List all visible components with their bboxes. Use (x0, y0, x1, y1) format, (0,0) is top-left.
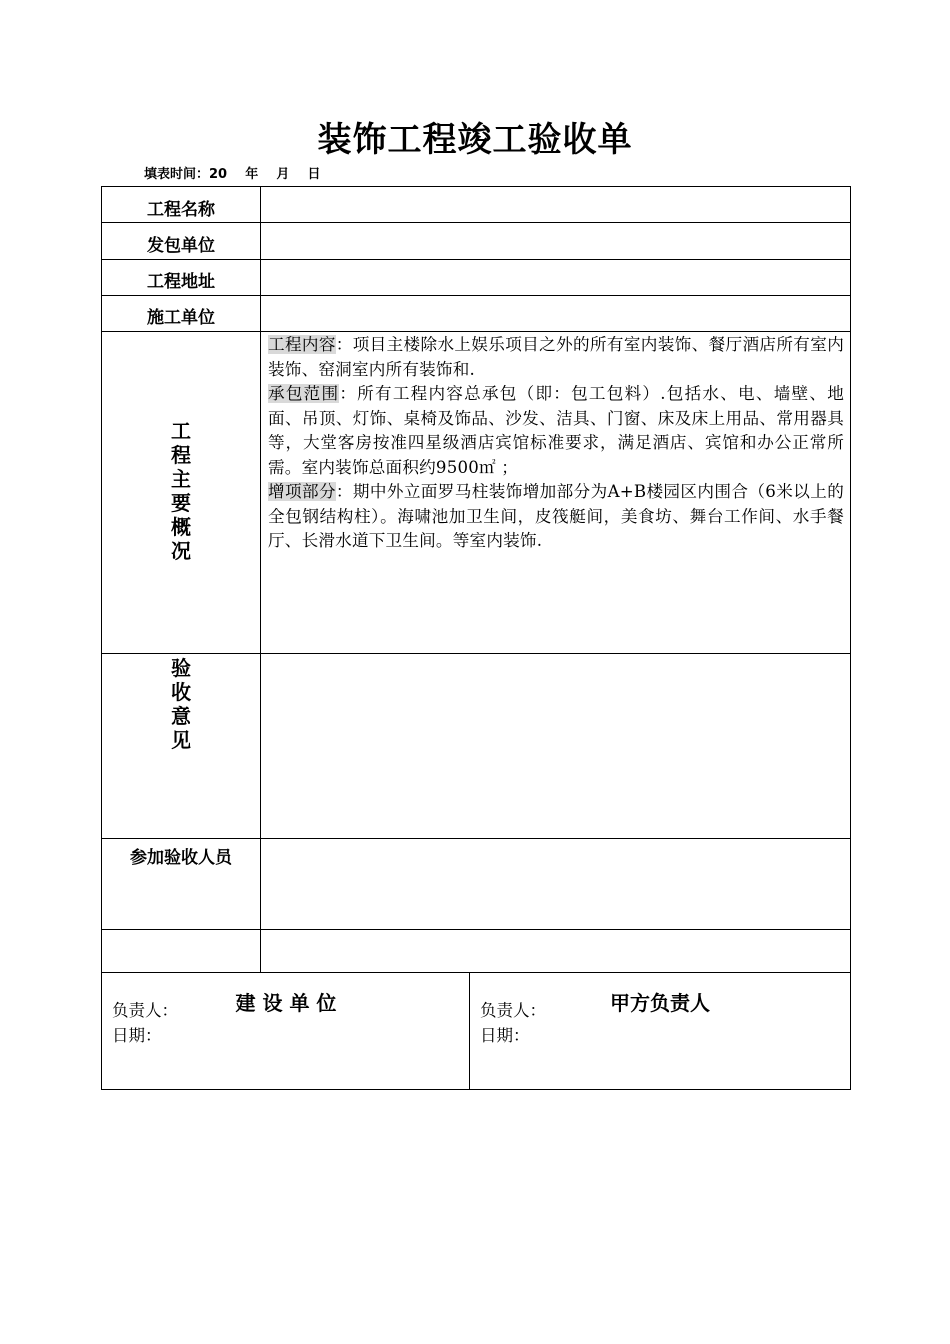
label-overview (102, 419, 260, 563)
fill-date-label: 填表时间：20 (144, 167, 228, 182)
scope-text: ：所有工程内容总承包（即：包工包料）.包括水、电、墙壁、地面、吊顶、灯饰、桌椅及饰品、沙发、洁具、门窗、床及床上用品、常用器具等，大堂客房按准四星级酒店宾馆标准要求，满足酒店、宾馆和办公正常所需。室内装饰总面积约9500㎡ ； (268, 384, 844, 477)
overview-scope-paragraph (268, 382, 844, 480)
overview-extra-paragraph (268, 480, 844, 554)
label-acceptance-opinion (102, 656, 260, 752)
extra-label: 增项部分 (268, 482, 336, 501)
label-char: 况 (171, 539, 191, 563)
label-char: 程 (171, 443, 191, 467)
acceptance-form (101, 186, 851, 1090)
label-char: 见 (171, 728, 191, 752)
label-char: 意 (171, 704, 191, 728)
fill-date-day: 日 (307, 167, 321, 182)
extra-text: ：期中外立面罗马柱装饰增加部分为A+B楼园区内围合（6米以上的全包钢结构柱）。海啸池加卫生间，皮筏艇间，美食坊、舞台工作间、水手餐厅、长滑水道下卫生间。等室内装饰. (268, 482, 844, 550)
label-char: 概 (171, 515, 191, 539)
address-field[interactable] (261, 260, 850, 295)
page-title: 装饰工程竣工验收单 (317, 120, 633, 160)
label-char: 工 (171, 419, 191, 443)
blank-field[interactable] (261, 930, 850, 972)
row-divider (102, 972, 850, 973)
client-field[interactable] (261, 223, 850, 259)
sig-left-title: 建 设 单 位 (235, 991, 337, 1015)
label-contractor: 施工单位 (147, 308, 215, 328)
label-char: 要 (171, 491, 191, 515)
content-label: 工程内容 (268, 335, 336, 354)
sig-right-person: 负责人： (480, 1001, 546, 1020)
participants-field[interactable] (261, 839, 850, 929)
label-char: 验 (171, 656, 191, 680)
label-participants: 参加验收人员 (130, 848, 232, 868)
fill-date-year: 年 (245, 167, 259, 182)
label-client: 发包单位 (147, 236, 215, 256)
sig-left-person: 负责人： (112, 1001, 178, 1020)
fill-date (144, 163, 320, 182)
project-name-field[interactable] (261, 187, 850, 222)
overview-content-paragraph (268, 333, 844, 382)
label-project-name: 工程名称 (147, 200, 215, 220)
contractor-field[interactable] (261, 296, 850, 331)
sig-right-date: 日期： (480, 1026, 530, 1045)
fill-date-month: 月 (276, 167, 290, 182)
label-char: 收 (171, 680, 191, 704)
overview-text (268, 333, 844, 554)
row-divider (102, 331, 850, 332)
scope-label: 承包范围 (268, 384, 340, 403)
content-text: ：项目主楼除水上娱乐项目之外的所有室内装饰、餐厅酒店所有室内装饰、窑洞室内所有装饰和. (268, 335, 844, 379)
acceptance-opinion-field[interactable] (261, 654, 850, 838)
sig-right-title: 甲方负责人 (610, 991, 710, 1015)
label-char: 主 (171, 467, 191, 491)
sig-left-date: 日期： (112, 1026, 162, 1045)
label-address: 工程地址 (147, 272, 215, 292)
